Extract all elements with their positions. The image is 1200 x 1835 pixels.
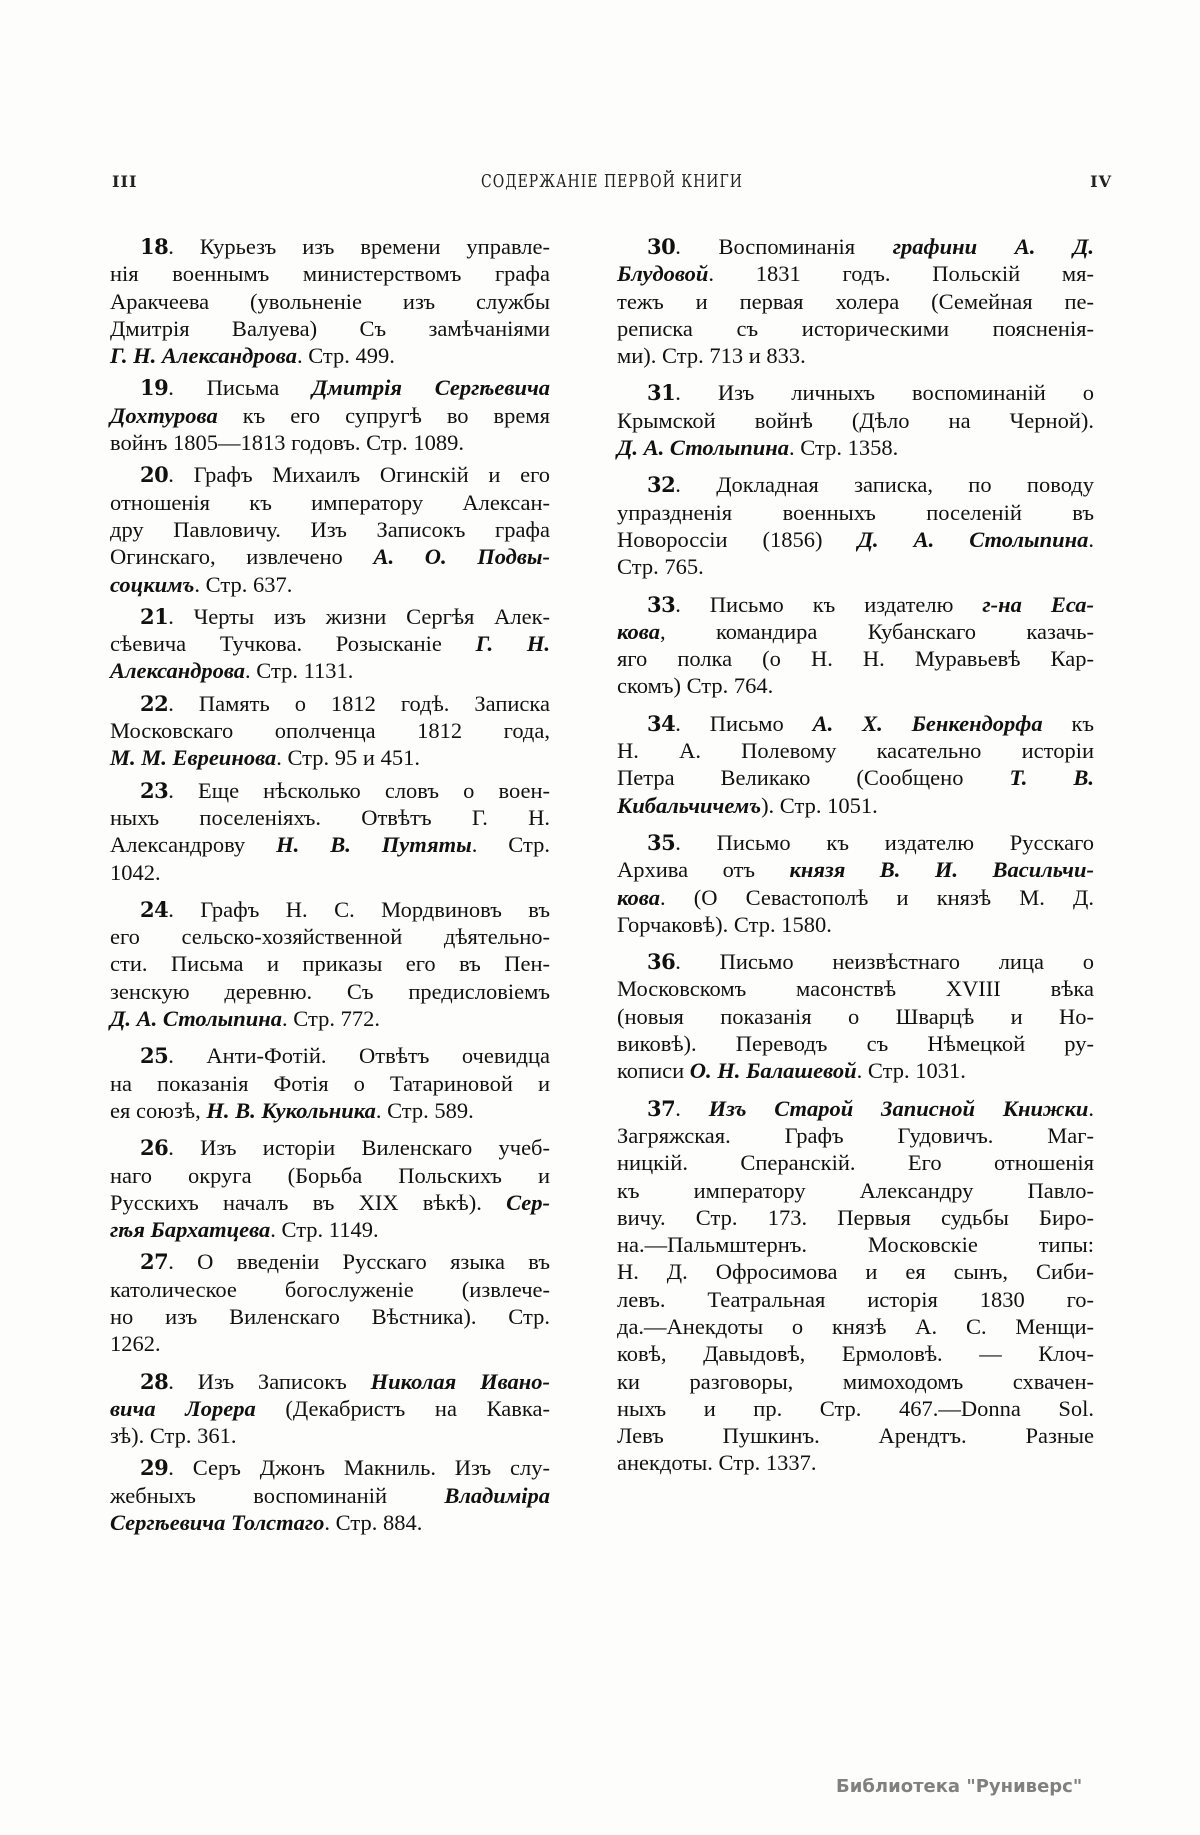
entry-number: 33 bbox=[647, 591, 676, 617]
entry-text: его сельско-хозяйственной дѣятельно- bbox=[110, 924, 550, 950]
entry-number: 18 bbox=[140, 234, 169, 259]
entry-line bbox=[617, 499, 1094, 526]
entry-line bbox=[110, 630, 550, 657]
entry-text: на.—Пальмштернъ. Московскіе типы: bbox=[617, 1232, 1094, 1258]
entry-text: Графъ Н. С. Мордвиновъ въ bbox=[200, 896, 551, 922]
entry-line bbox=[110, 374, 550, 401]
entry-author-italic: Д. А. Столыпина bbox=[617, 435, 790, 461]
entry-author-italic: О. Н. Балашевой bbox=[689, 1058, 857, 1084]
entry-text: , командира Кубанскаго казачь- bbox=[659, 618, 1094, 644]
entry-line bbox=[617, 379, 1094, 406]
entry-text: Изъ исторіи Виленскаго учеб- bbox=[200, 1135, 550, 1161]
entry-number: 23 bbox=[140, 777, 169, 803]
entry-line bbox=[110, 831, 550, 858]
entry-text: Письмо къ издателю Русскаго bbox=[716, 829, 1095, 855]
entry-number: 24 bbox=[140, 896, 169, 922]
entry-text: Московскаго ополченца 1812 года, bbox=[110, 718, 550, 744]
entry-line bbox=[617, 553, 1094, 580]
contents-entry bbox=[110, 1134, 550, 1243]
contents-entry bbox=[110, 233, 550, 369]
entry-text: . bbox=[1088, 1095, 1095, 1121]
contents-entry bbox=[110, 1042, 550, 1124]
entry-text: . Стр. 637. bbox=[194, 571, 293, 597]
entry-author-italic: князя В. И. Васильчи- bbox=[789, 857, 1094, 883]
entry-number-dot: . bbox=[168, 234, 200, 259]
entry-text: католическое богослуженіе (извлече- bbox=[110, 1276, 550, 1302]
left-page-number: III bbox=[112, 172, 138, 191]
entry-text: . Стр. 884. bbox=[324, 1510, 423, 1536]
entry-author-italic: Дохтурова bbox=[110, 402, 218, 428]
entry-text: . Стр. 499. bbox=[296, 343, 395, 369]
entry-number: 25 bbox=[140, 1043, 169, 1069]
entry-number-dot: . bbox=[675, 949, 720, 975]
contents-column-left bbox=[110, 233, 550, 1541]
entry-number-dot: . bbox=[168, 690, 199, 716]
entry-line bbox=[110, 1097, 550, 1124]
entry-line bbox=[617, 1368, 1094, 1395]
entry-line bbox=[110, 1005, 550, 1032]
entry-line bbox=[110, 1395, 550, 1422]
entry-line bbox=[110, 342, 550, 369]
entry-number: 31 bbox=[647, 380, 676, 406]
entry-text: ея союзѣ, bbox=[110, 1097, 207, 1123]
entry-line bbox=[617, 1395, 1094, 1422]
entry-number-dot: . bbox=[675, 591, 710, 617]
entry-text: Дмитрія Валуева) Съ замѣчаніями bbox=[110, 315, 550, 341]
entry-line bbox=[617, 1030, 1094, 1057]
entry-line bbox=[110, 1216, 550, 1243]
entry-author-italic: гѣя Бархатцева bbox=[110, 1217, 271, 1243]
entry-line bbox=[617, 1231, 1094, 1258]
entry-number-dot: . bbox=[675, 472, 717, 498]
entry-line bbox=[110, 1330, 550, 1357]
entry-line bbox=[110, 978, 550, 1005]
running-header bbox=[112, 172, 1112, 196]
entry-text: Русскихъ началъ въ XIX вѣкѣ). bbox=[110, 1189, 507, 1215]
entry-text: на показанія Фотія о Татариновой и bbox=[110, 1070, 550, 1096]
entry-line bbox=[110, 288, 550, 315]
entry-text: зенскую деревню. Съ предисловіемъ bbox=[110, 978, 550, 1004]
entry-author-italic: Сер- bbox=[506, 1189, 550, 1215]
entry-line bbox=[110, 429, 550, 456]
entry-text: Память о 1812 годѣ. Записка bbox=[198, 690, 550, 716]
entry-text: Воспоминанія bbox=[718, 234, 893, 259]
entry-text: Черты изъ жизни Сергѣя Алек- bbox=[193, 603, 551, 629]
entry-text: дру Павловичу. Изъ Записокъ графа bbox=[110, 516, 550, 542]
entry-line bbox=[617, 1204, 1094, 1231]
entry-line bbox=[110, 1276, 550, 1303]
entry-text: левъ. Театральная исторія 1830 го- bbox=[617, 1286, 1094, 1312]
entry-line bbox=[110, 260, 550, 287]
entry-text: . Стр. 95 и 451. bbox=[276, 745, 420, 771]
entry-author-italic: Дмитрія Сергѣевича bbox=[312, 375, 551, 401]
entry-author-italic: Сергѣевича Толстаго bbox=[110, 1510, 325, 1536]
entry-number: 20 bbox=[140, 462, 169, 488]
entry-line bbox=[617, 1340, 1094, 1367]
entry-author-italic: Александрова bbox=[110, 658, 246, 684]
contents-entry bbox=[617, 233, 1094, 369]
contents-entry bbox=[617, 710, 1094, 819]
entry-author-italic: Д. А. Столыпина bbox=[857, 526, 1089, 552]
entry-number-dot: . bbox=[675, 380, 718, 406]
contents-entry bbox=[110, 690, 550, 772]
entry-author-italic: Николая Ивано- bbox=[370, 1368, 550, 1394]
entry-text: Загряжская. Графъ Гудовичъ. Маг- bbox=[617, 1122, 1094, 1148]
entry-number: 19 bbox=[140, 375, 169, 401]
entry-line bbox=[110, 603, 550, 630]
entry-text: тежъ и первая холера (Семейная пе- bbox=[617, 288, 1094, 314]
entry-text: О введеніи Русскаго языка въ bbox=[197, 1249, 551, 1275]
entry-text: Левъ Пушкинъ. Арендтъ. Разные bbox=[617, 1423, 1094, 1449]
entry-author-italic: Г. Н. bbox=[475, 631, 551, 657]
entry-number: 28 bbox=[140, 1368, 169, 1394]
entry-number: 30 bbox=[647, 234, 676, 259]
entry-text: упраздненія военныхъ поселеній въ bbox=[617, 499, 1094, 525]
running-title: СОДЕРЖАНІЕ ПЕРВОЙ КНИГИ bbox=[481, 172, 743, 192]
entry-line bbox=[617, 948, 1094, 975]
entry-line bbox=[617, 764, 1094, 791]
entry-line bbox=[617, 1057, 1094, 1084]
contents-entry bbox=[617, 1095, 1094, 1477]
entry-number-dot: . bbox=[168, 462, 194, 488]
entry-text: войнъ 1805—1813 годовъ. Стр. 1089. bbox=[110, 430, 465, 456]
entry-text: анекдоты. Стр. 1337. bbox=[617, 1450, 817, 1476]
entry-text: но изъ Виленскаго Вѣстника). Стр. bbox=[110, 1303, 550, 1329]
entry-text: (Декабристъ на Кавка- bbox=[255, 1395, 550, 1421]
entry-line bbox=[617, 1149, 1094, 1176]
entry-number: 32 bbox=[647, 472, 676, 498]
entry-number-dot: . bbox=[168, 896, 201, 922]
entry-author-italic: Изъ Старой Записной Книжки bbox=[708, 1095, 1089, 1121]
entry-text: . Стр. 1358. bbox=[789, 435, 899, 461]
entry-text: зѣ). Стр. 361. bbox=[110, 1423, 237, 1449]
entry-text: (новыя показанія о Шварцѣ и Но- bbox=[617, 1003, 1094, 1029]
entry-text: Новороссіи (1856) bbox=[617, 526, 858, 552]
entry-number-dot: . bbox=[168, 603, 194, 629]
entry-text: . (О Севастополѣ и князѣ М. Д. bbox=[659, 884, 1094, 910]
entry-line bbox=[110, 516, 550, 543]
entry-line bbox=[110, 1248, 550, 1275]
entry-line bbox=[110, 315, 550, 342]
entry-text: Письмо къ издателю bbox=[709, 591, 983, 617]
entry-author-italic: вича Лорера bbox=[110, 1395, 256, 1421]
entry-text: Петра Великако (Сообщено bbox=[617, 765, 1010, 791]
entry-line bbox=[617, 526, 1094, 553]
entry-line bbox=[617, 1449, 1094, 1476]
contents-entry bbox=[110, 374, 550, 456]
entry-text: Графъ Михаилъ Огинскій и его bbox=[193, 462, 550, 488]
contents-entry bbox=[110, 1454, 550, 1536]
entry-line bbox=[617, 1003, 1094, 1030]
entry-line bbox=[110, 1042, 550, 1069]
entry-line bbox=[617, 260, 1094, 287]
entry-text: ковѣ, Давыдовѣ, Ермоловѣ. — Клоч- bbox=[617, 1341, 1094, 1367]
entry-number-dot: . bbox=[168, 777, 198, 803]
entry-line bbox=[617, 1177, 1094, 1204]
entry-line bbox=[617, 829, 1094, 856]
entry-number: 29 bbox=[140, 1455, 169, 1481]
entry-number: 36 bbox=[647, 949, 676, 975]
entry-text: ). Стр. 1051. bbox=[761, 792, 878, 818]
entry-text: Крымской войнѣ (Дѣло на Черной). bbox=[617, 407, 1094, 433]
entry-number-dot: . bbox=[675, 829, 717, 855]
entry-author-italic: Н. В. Путяты bbox=[276, 832, 472, 858]
entry-line bbox=[110, 461, 550, 488]
entry-text: ми). Стр. 713 и 833. bbox=[617, 343, 806, 369]
entry-line bbox=[110, 923, 550, 950]
entry-text: къ его супругѣ во время bbox=[217, 402, 550, 428]
entry-line bbox=[110, 657, 550, 684]
entry-line bbox=[617, 645, 1094, 672]
entry-text: Письма bbox=[206, 375, 313, 401]
entry-line bbox=[617, 1122, 1094, 1149]
entry-line bbox=[617, 1313, 1094, 1340]
entry-text: скомъ) Стр. 764. bbox=[617, 673, 774, 699]
entry-line bbox=[110, 1368, 550, 1395]
entry-line bbox=[110, 1189, 550, 1216]
entry-text: Еще нѣсколько словъ о воен- bbox=[198, 777, 551, 803]
entry-author-italic: Д. А. Столыпина bbox=[110, 1006, 283, 1032]
entry-line bbox=[617, 434, 1094, 461]
entry-author-italic: М. М. Евреинова bbox=[110, 745, 277, 771]
entry-author-italic: А. Х. Бенкендорфа bbox=[812, 710, 1043, 736]
entry-line bbox=[110, 571, 550, 598]
entry-line bbox=[110, 690, 550, 717]
entry-text: Стр. 765. bbox=[617, 554, 704, 580]
entry-author-italic: Кибальчичемъ bbox=[617, 792, 762, 818]
entry-line bbox=[110, 1162, 550, 1189]
entry-text: наго округа (Борьба Польскихъ и bbox=[110, 1162, 550, 1188]
contents-column-right bbox=[617, 233, 1094, 1482]
right-page-number: IV bbox=[1090, 172, 1112, 191]
library-watermark: Библиотека "Руниверс" bbox=[836, 1776, 1083, 1797]
entry-line bbox=[110, 1070, 550, 1097]
contents-entry bbox=[110, 1368, 550, 1450]
entry-line bbox=[617, 342, 1094, 369]
entry-author-italic: Блудовой bbox=[617, 261, 709, 287]
entry-text: къ bbox=[1042, 710, 1095, 736]
entry-line bbox=[110, 744, 550, 771]
entry-line bbox=[110, 1509, 550, 1536]
entry-line bbox=[110, 804, 550, 831]
entry-text: 1042. bbox=[110, 859, 161, 885]
entry-line bbox=[110, 950, 550, 977]
entry-line bbox=[617, 591, 1094, 618]
entry-number-dot: . bbox=[675, 234, 719, 259]
entry-text: ки разговоры, мимоходомъ схвачен- bbox=[617, 1368, 1094, 1394]
entry-author-italic: А. О. Подвы- bbox=[373, 544, 551, 570]
entry-number: 26 bbox=[140, 1135, 169, 1161]
entry-line bbox=[110, 233, 550, 260]
entry-text: Аракчеева (увольненіе изъ службы bbox=[110, 288, 550, 314]
entry-text: Горчаковѣ). Стр. 1580. bbox=[617, 911, 832, 937]
entry-line bbox=[110, 1303, 550, 1330]
entry-text: Письмо неизвѣстнаго лица о bbox=[719, 949, 1094, 975]
entry-number-dot: . bbox=[168, 1135, 201, 1161]
contents-entry bbox=[110, 1248, 550, 1357]
entry-line bbox=[617, 315, 1094, 342]
entry-text: жебныхъ воспоминаній bbox=[110, 1482, 445, 1508]
entry-text: сѣевича Тучкова. Розысканіе bbox=[110, 631, 476, 657]
entry-text: кописи bbox=[617, 1058, 690, 1084]
entry-line bbox=[110, 1454, 550, 1481]
entry-text: Архива отъ bbox=[617, 857, 790, 883]
entry-line bbox=[617, 975, 1094, 1002]
entry-text: яго полка (о Н. Н. Муравьевѣ Кар- bbox=[617, 646, 1094, 672]
entry-text: Докладная записка, по поводу bbox=[716, 472, 1094, 498]
entry-text: Александрову bbox=[110, 832, 277, 858]
entry-line bbox=[617, 1422, 1094, 1449]
entry-number: 22 bbox=[140, 690, 169, 716]
entry-text: Н. Д. Офросимова и ея сынъ, Сиби- bbox=[617, 1259, 1094, 1285]
entry-number-dot: . bbox=[675, 1095, 709, 1121]
contents-entry bbox=[617, 829, 1094, 938]
entry-number-dot: . bbox=[168, 1368, 198, 1394]
contents-entry bbox=[617, 471, 1094, 580]
entry-text: Огинскаго, извлечено bbox=[110, 544, 374, 570]
entry-author-italic: Г. Н. Александрова bbox=[110, 343, 297, 369]
entry-text: къ императору Александру Павло- bbox=[617, 1177, 1094, 1203]
entry-line bbox=[617, 288, 1094, 315]
entry-text: . bbox=[1088, 526, 1094, 552]
entry-line bbox=[617, 710, 1094, 737]
contents-entry bbox=[617, 379, 1094, 461]
entry-text: . 1831 годъ. Польскій мя- bbox=[708, 261, 1094, 287]
entry-text: . Стр. bbox=[471, 832, 550, 858]
entry-line bbox=[110, 402, 550, 429]
entry-number: 34 bbox=[647, 710, 676, 736]
entry-number-dot: . bbox=[168, 1249, 198, 1275]
entry-text: ныхъ поселеніяхъ. Отвѣтъ Г. Н. bbox=[110, 804, 550, 830]
entry-line bbox=[617, 911, 1094, 938]
entry-author-italic: Н. В. Кукольника bbox=[206, 1097, 376, 1123]
entry-line bbox=[110, 859, 550, 886]
entry-number: 27 bbox=[140, 1249, 169, 1275]
entry-line bbox=[110, 1134, 550, 1161]
entry-line bbox=[617, 856, 1094, 883]
entry-text: Н. А. Полевому касательно исторіи bbox=[617, 738, 1094, 764]
entry-text: ницкій. Сперанскій. Его отношенія bbox=[617, 1150, 1094, 1176]
entry-line bbox=[617, 672, 1094, 699]
contents-entry bbox=[110, 461, 550, 597]
entry-text: Изъ Записокъ bbox=[197, 1368, 371, 1394]
entry-author-italic: г-на Еса- bbox=[982, 591, 1094, 617]
entry-author-italic: Владиміра bbox=[444, 1482, 550, 1508]
entry-text: Курьезъ изъ времени управле- bbox=[199, 234, 550, 259]
entry-text: . Стр. 1149. bbox=[270, 1217, 379, 1243]
entry-text: . Стр. 1131. bbox=[245, 658, 354, 684]
entry-author-italic: соцкимъ bbox=[110, 571, 195, 597]
entry-author-italic: Т. В. bbox=[1009, 765, 1094, 791]
entry-text: . Стр. 772. bbox=[282, 1006, 380, 1032]
entry-text: Московскомъ масонствѣ XVIII вѣка bbox=[617, 976, 1094, 1002]
entry-line bbox=[110, 1422, 550, 1449]
entry-number: 35 bbox=[647, 829, 676, 855]
contents-entry bbox=[110, 603, 550, 685]
entry-line bbox=[617, 884, 1094, 911]
entry-number-dot: . bbox=[168, 375, 207, 401]
entry-line bbox=[110, 1482, 550, 1509]
contents-entry bbox=[110, 777, 550, 886]
entry-line bbox=[617, 1286, 1094, 1313]
entry-line bbox=[110, 777, 550, 804]
entry-number: 21 bbox=[140, 603, 169, 629]
entry-text: нія военнымъ министерствомъ графа bbox=[110, 261, 550, 287]
entry-text: Письмо bbox=[709, 710, 813, 736]
entry-text: вичу. Стр. 173. Первыя судьбы Биро- bbox=[617, 1204, 1094, 1230]
entry-line bbox=[110, 896, 550, 923]
entry-line bbox=[617, 1095, 1094, 1122]
entry-text: виковѣ). Переводъ съ Нѣмецкой ру- bbox=[617, 1031, 1094, 1057]
entry-number-dot: . bbox=[168, 1043, 207, 1069]
entry-text: да.—Анекдоты о князѣ А. С. Менщи- bbox=[617, 1313, 1094, 1339]
entry-text: 1262. bbox=[110, 1331, 161, 1357]
entry-number: 37 bbox=[647, 1095, 676, 1121]
entry-text: реписка съ историческими поясненія- bbox=[617, 315, 1094, 341]
entry-line bbox=[617, 471, 1094, 498]
contents-entry bbox=[110, 896, 550, 1032]
entry-author-italic: кова bbox=[617, 618, 660, 644]
entry-line bbox=[110, 543, 550, 570]
entry-number-dot: . bbox=[675, 710, 710, 736]
entry-line bbox=[617, 737, 1094, 764]
contents-entry bbox=[617, 948, 1094, 1084]
entry-text: Изъ личныхъ воспоминаній о bbox=[717, 380, 1095, 406]
entry-line bbox=[110, 489, 550, 516]
entry-author-italic: кова bbox=[617, 884, 660, 910]
entry-text: . Стр. 589. bbox=[375, 1097, 474, 1123]
entry-line bbox=[617, 233, 1094, 260]
entry-text: Серъ Джонъ Макниль. Изъ слу- bbox=[192, 1455, 550, 1481]
entry-line bbox=[617, 407, 1094, 434]
entry-author-italic: графини А. Д. bbox=[892, 234, 1095, 259]
entry-line bbox=[617, 618, 1094, 645]
contents-entry bbox=[617, 591, 1094, 700]
entry-number-dot: . bbox=[168, 1455, 193, 1481]
entry-text: . Стр. 1031. bbox=[856, 1058, 966, 1084]
entry-text: отношенія къ императору Алексан- bbox=[110, 489, 550, 515]
entry-line bbox=[617, 1258, 1094, 1285]
entry-text: Анти-Фотій. Отвѣтъ очевидца bbox=[206, 1043, 550, 1069]
entry-line bbox=[617, 792, 1094, 819]
entry-text: сти. Письма и приказы его въ Пен- bbox=[110, 951, 550, 977]
entry-text: ныхъ и пр. Стр. 467.—Donna Sol. bbox=[617, 1395, 1094, 1421]
entry-line bbox=[110, 717, 550, 744]
